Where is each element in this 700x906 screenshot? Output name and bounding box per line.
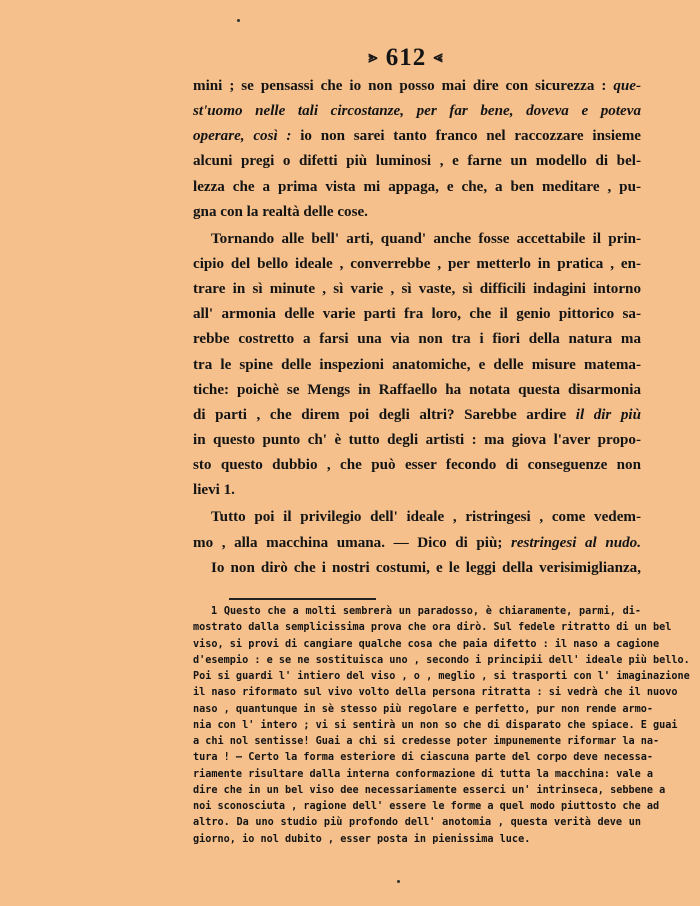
page-number: 612 — [385, 44, 427, 71]
text-segment: lezza che a prima vista mi appaga, e che, a ben meditare , pu- — [193, 178, 641, 195]
footnote-line — [193, 718, 678, 734]
text-segment: sto questo dubbio , che può esser fecondo di conseguenze non — [193, 457, 641, 474]
text-line — [193, 252, 641, 277]
text-line — [193, 327, 641, 352]
text-line — [193, 175, 641, 200]
text-line — [193, 200, 641, 225]
text-segment: Tornando alle bell' arti, quand' anche fosse accettabile il prin- — [211, 230, 641, 247]
text-segment: giorno, io nol dubito , esser posta in pienissima luce. — [193, 833, 531, 845]
footnotes — [193, 604, 690, 848]
text-line — [193, 478, 641, 503]
text-segment: riamente risultare dalla interna conformazione di tutta la macchina: vale a — [193, 768, 654, 780]
footnote-line — [193, 783, 666, 799]
ornament-left: ⪢ — [368, 49, 379, 66]
text-line — [193, 453, 641, 478]
text-segment: alcuni pregi o difetti più luminosi , e farne un modello di bel- — [193, 153, 641, 170]
text-segment: tura ! — Certo la forma esteriore di ciascuna parte del corpo deve necessa- — [193, 752, 654, 764]
text-line — [193, 531, 641, 556]
text-segment: viso, si provi di cangiare qualche cosa che paia difetto : il naso a cagione — [193, 638, 660, 650]
italic-text: restringesi al nudo. — [510, 534, 641, 551]
text-segment: il naso riformato sul vivo volto della persona ritratta : si vedrà che il nuovo — [193, 687, 678, 699]
text-line — [193, 378, 641, 403]
text-segment: gna con la realtà delle cose. — [193, 203, 368, 220]
footnote-line — [193, 832, 641, 848]
ink-speck — [237, 19, 240, 22]
text-line — [193, 74, 641, 99]
footnote-line — [193, 799, 660, 815]
text-segment: 1 Questo che a molti sembrerà un paradosso, è chiaramente, parmi, di- — [211, 606, 641, 617]
body-text — [193, 74, 641, 581]
footnote-line — [193, 702, 654, 718]
footnote-line — [193, 620, 672, 636]
italic-text: operare, così : — [193, 128, 292, 145]
page-header — [0, 44, 700, 72]
text-line — [193, 505, 641, 530]
text-segment: altro. Da uno studio più profondo dell' anotomia , questa verità deve un — [193, 817, 641, 829]
text-segment: noi sconosciuta , ragione dell' essere le forme a quel modo piuttosto che ad — [193, 801, 660, 812]
footnote-line — [193, 815, 641, 831]
footnote-line — [193, 637, 660, 653]
footnote-line — [193, 604, 641, 620]
text-segment: d'esempio : e se ne sostituisca uno , secondo i principii dell' ideale più bello. — [193, 654, 690, 666]
text-line — [193, 403, 641, 428]
text-segment: mostrato dalla semplicissima prova che ora dirò. Sul fedele ritratto di un bel — [193, 622, 672, 634]
text-segment: tiche: poichè se Mengs in Raffaello ha notata questa disarmonia — [193, 381, 641, 398]
text-segment: Poi si guardi l' intiero del viso , o , meglio , si trasporti con l' imaginazione — [193, 671, 690, 682]
footnote-line — [193, 734, 660, 750]
text-segment: lievi 1. — [193, 482, 235, 499]
text-segment: di parti , che direm poi degli altri? Sarebbe ardire — [193, 406, 576, 423]
text-line — [193, 124, 641, 149]
italic-text: que- — [613, 78, 641, 94]
text-segment: dire che in un bel viso dee necessariamente esserci un' intrinseca, sebbene a — [193, 784, 666, 796]
text-segment: naso , quantunque in sè stesso più regolare e perfetto, pur non rende armo- — [193, 703, 654, 715]
ink-speck — [397, 880, 400, 883]
ornament-right: ⪡ — [433, 49, 444, 66]
text-segment: Tutto poi il privilegio dell' ideale , ristringesi , come vedem- — [211, 509, 641, 526]
text-segment: Io non dirò che i nostri costumi, e le leggi della verisimiglianza, — [211, 559, 641, 576]
text-line — [193, 99, 641, 124]
text-segment: a chi nol sentisse! Guai a chi si credesse poter impunemente riformar la na- — [193, 736, 660, 747]
text-line — [193, 227, 641, 252]
text-segment: all' armonia delle varie parti fra loro, che il genio pittorico sa- — [193, 306, 641, 323]
text-segment: mo , alla macchina umana. — Dico di più; — [193, 534, 511, 551]
text-line — [193, 556, 641, 581]
footnote-line — [193, 669, 690, 685]
text-line — [193, 428, 641, 453]
text-segment: cipio del bello ideale , converrebbe , per metterlo in pratica , en- — [193, 255, 641, 272]
footnote-line — [193, 767, 654, 783]
text-line — [193, 277, 641, 302]
text-segment: tra le spine delle inspezioni anatomiche, e delle misure matema- — [193, 356, 641, 373]
footnote-line — [193, 685, 678, 701]
text-line — [193, 302, 641, 327]
footnote-line — [193, 750, 654, 766]
footnote-line — [193, 653, 690, 669]
text-line — [193, 353, 641, 378]
italic-text: st'uomo nelle tali circostanze, per far bene, doveva e poteva — [193, 103, 641, 120]
text-segment: in questo punto ch' è tutto degli artisti : ma giova l'aver propo- — [193, 431, 641, 448]
italic-text: il dir più — [575, 406, 641, 423]
text-segment: trare in sì minute , sì varie , sì vaste, sì difficili indagini intorno — [193, 281, 641, 298]
text-segment: io non sarei tanto franco nel raccozzare insieme — [291, 128, 641, 145]
text-segment: nia con l' intero ; vi si sentirà un non so che di disparato che spiace. E guai — [193, 719, 678, 731]
text-line — [193, 149, 641, 174]
footnote-rule — [229, 598, 376, 600]
text-segment: mini ; se pensassi che io non posso mai dire con sicurezza : — [193, 78, 614, 94]
text-segment: rebbe costretto a farsi una via non tra i fiori della natura ma — [193, 331, 641, 348]
